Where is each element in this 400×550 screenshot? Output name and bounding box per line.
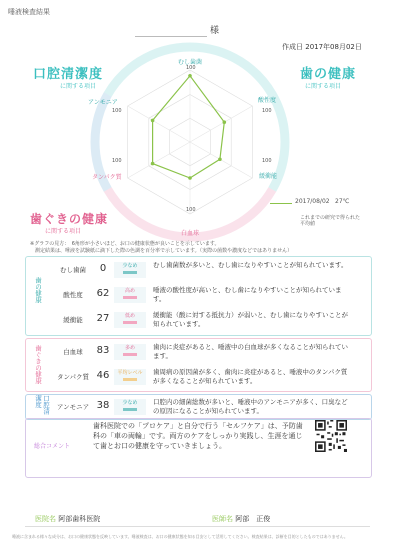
result-row-acidity: [53, 284, 353, 306]
clinic-name-value: 阿部歯科医院: [58, 515, 101, 523]
legend-swatch: [270, 203, 292, 204]
result-level: 少なめ: [114, 399, 146, 415]
doc-title: 唾液検査結果: [8, 8, 50, 16]
result-name: むし歯菌: [60, 266, 86, 274]
radar-axis-max-1: 100: [262, 108, 272, 114]
doctor-name-label: 医師名: [212, 515, 233, 523]
honorific: 様: [210, 26, 220, 36]
oral-clean-sub: に関する項目: [60, 83, 97, 90]
result-name: 緩衝能: [63, 316, 83, 324]
radar-point: [151, 119, 155, 123]
radar-point: [222, 120, 226, 124]
radar-point: [218, 157, 222, 161]
result-description: 歯周病の原因菌が多く、歯肉に炎症があると、唾液中のタンパク質が多くなることが知られています。: [153, 368, 348, 385]
result-row-buffer: [53, 309, 353, 331]
gum-section: [25, 338, 372, 392]
tooth-section: [25, 256, 372, 336]
graph-note-2: 測定結果は、唾液を試験紙に滴下した際の色調を百分率で示しています。（実際の菌数や濃度などではありません）: [30, 248, 293, 254]
result-row-protein: [53, 366, 353, 388]
result-name: アンモニア: [56, 403, 90, 411]
result-value: 38: [96, 400, 110, 411]
radar-axis-max-5: 100: [112, 108, 122, 114]
created-date-label: 作成日: [282, 43, 303, 51]
result-row-ammonia: [53, 396, 353, 418]
legend-date: 2017/08/02: [295, 198, 330, 205]
footer-divider: [25, 526, 370, 527]
qr-code: [315, 420, 347, 452]
result-name: 白血球: [63, 348, 83, 356]
oral-clean-heading: 口腔清潔度: [33, 67, 104, 82]
result-row-leukocyte: [53, 341, 353, 363]
radar-axis-label-5: アンモニア: [88, 99, 118, 106]
tooth-health-heading: 歯の健康: [300, 67, 357, 82]
average-note-line-1: これまでの研究で得られた: [300, 215, 361, 221]
tooth-section-label: 歯の健康: [34, 277, 42, 303]
radar-axis-max-2: 100: [262, 158, 272, 164]
average-note: [300, 215, 360, 227]
result-level: 低め: [114, 312, 146, 328]
result-value: 27: [96, 313, 110, 324]
result-level: 高め: [114, 287, 146, 303]
radar-axis-label-3: 白血球: [181, 230, 200, 237]
doctor-name-value: 阿部 正俊: [235, 515, 271, 523]
result-description: 唾液の酸性度が高いと、むし歯になりやすいことが知られています。: [153, 286, 342, 303]
result-value: 46: [96, 370, 110, 381]
result-description: 歯肉に炎症があると、唾液中の白血球が多くなることが知られています。: [153, 343, 348, 360]
result-value: 62: [96, 288, 110, 299]
radar-axis-label-0: むし歯菌: [178, 59, 203, 66]
result-description: 緩衝能（酸に対する抵抗力）が弱いと、むし歯になりやすいことが知られています。: [153, 311, 348, 328]
result-name: 酸性度: [63, 291, 83, 299]
radar-point: [151, 162, 155, 166]
result-level: 平均レベル: [114, 369, 146, 385]
result-level: 多め: [114, 344, 146, 360]
result-name: タンパク質: [56, 373, 90, 381]
result-value: 83: [96, 345, 110, 356]
average-note-line-2: 平均値: [300, 221, 316, 227]
radar-point: [188, 176, 192, 180]
radar-axis-label-2: 緩衝能: [259, 173, 278, 180]
footer-fine-print: 唾液に含まれる様々な成分は、お口の健康状態を反映しています。唾液検査は、お口の健康状態を知る目安として活用してください。検査結果は、診断を目的としたものではありません。: [12, 534, 348, 539]
clinic-name-label: 医院名: [35, 515, 56, 523]
radar-axis-max-4: 100: [112, 158, 122, 164]
clinic-name: [35, 514, 100, 524]
gum-section-label: 歯ぐきの健康: [34, 345, 42, 384]
gum-health-sub: に関する項目: [45, 228, 82, 235]
summary-label: 総合コメント: [34, 443, 71, 450]
radar-axis-label-1: 酸性度: [258, 97, 277, 104]
graph-note-1: ※グラフの見方： 6角形が小さいほど、お口の健康状態が良いことを示しています。: [30, 241, 220, 247]
result-level: 少なめ: [114, 262, 146, 278]
clean-section-label: 口腔清潔度: [34, 395, 50, 415]
radar-axis-max-0: 100: [186, 65, 196, 71]
result-value: 0: [99, 263, 107, 274]
clean-section: [25, 394, 372, 420]
gum-health-heading: 歯ぐきの健康: [30, 212, 109, 226]
result-description: むし歯菌数が多いと、むし歯になりやすいことが知られています。: [153, 261, 348, 269]
radar-axis-label-4: タンパク質: [92, 174, 122, 181]
radar-point: [188, 74, 192, 78]
summary-text: 歯科医院での「プロケア」と自分で行う「セルフケア」は、予防歯科の「車の両輪」です。両方のケアをしっかり実践し、生涯を通じて歯とお口の健康を守っていきましょう。: [93, 422, 303, 450]
doctor-name: [212, 514, 270, 524]
result-description: 口腔内の細菌総数が多いと、唾液中のアンモニアが多く、口臭などの原因になることが知られています。: [153, 398, 348, 415]
result-row-mushiba: [53, 259, 353, 281]
legend-temperature: 27℃: [335, 198, 350, 205]
created-date-value: 2017年08月02日: [305, 43, 362, 51]
tooth-health-sub: に関する項目: [305, 83, 342, 90]
radar-axis-max-3: 100: [186, 207, 196, 213]
